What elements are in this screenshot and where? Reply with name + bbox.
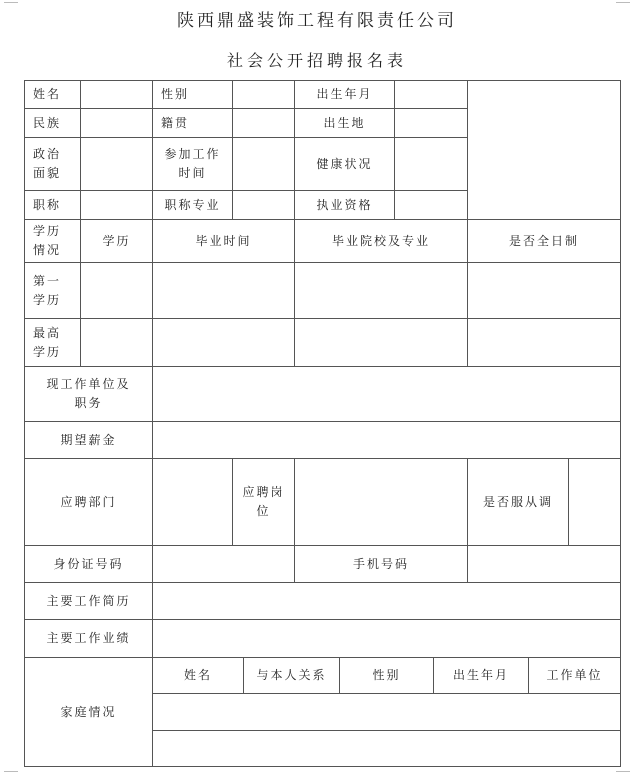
label-phone-number: 手机号码: [352, 556, 409, 571]
label-current-employer: 现工作单位及 职务: [46, 377, 131, 410]
form-title: 社会公开招聘报名表: [226, 51, 407, 70]
label-education: 学历 情况: [33, 224, 62, 257]
family-col-birth: 出生年月: [452, 668, 509, 682]
label-graduation-time: 毕业时间: [195, 233, 252, 248]
label-highest-degree: 最高 学历: [33, 325, 62, 359]
family-col-gender: 性别: [372, 668, 401, 682]
label-gender: 性别: [161, 87, 190, 101]
family-col-employer: 工作单位: [546, 668, 603, 682]
label-political-status: 政治 面貌: [33, 147, 62, 180]
label-applied-department: 应聘部门: [60, 494, 117, 509]
label-work-history: 主要工作简历: [46, 593, 131, 608]
label-first-degree: 第一 学历: [33, 273, 62, 307]
label-degree: 学历: [102, 233, 131, 248]
label-work-start-time: 参加工作 时间: [164, 147, 221, 180]
label-qualification: 执业资格: [316, 197, 373, 212]
label-title-major: 职称专业: [164, 197, 221, 212]
label-accept-adjustment: 是否服从调: [482, 494, 553, 509]
family-col-relation: 与本人关系: [256, 668, 327, 682]
label-school-major: 毕业院校及专业: [331, 233, 430, 248]
label-full-time: 是否全日制: [508, 233, 579, 248]
family-col-name: 姓名: [183, 668, 212, 682]
label-family-info: 家庭情况: [60, 704, 117, 719]
label-professional-title: 职称: [33, 197, 62, 212]
label-ethnicity: 民族: [33, 115, 62, 130]
label-birth-date: 出生年月: [316, 87, 373, 101]
label-work-achievements: 主要工作业绩: [46, 631, 131, 645]
label-applied-position: 应聘岗 位: [242, 485, 285, 518]
label-birthplace: 出生地: [323, 115, 366, 130]
company-name: 陕西鼎盛装饰工程有限责任公司: [177, 11, 457, 31]
photo-box[interactable]: [468, 81, 620, 219]
label-expected-salary: 期望薪金: [60, 432, 117, 447]
label-health: 健康状况: [316, 156, 373, 171]
label-native-place: 籍贯: [161, 115, 190, 130]
label-id-number: 身份证号码: [53, 556, 124, 571]
label-name: 姓名: [33, 87, 62, 101]
